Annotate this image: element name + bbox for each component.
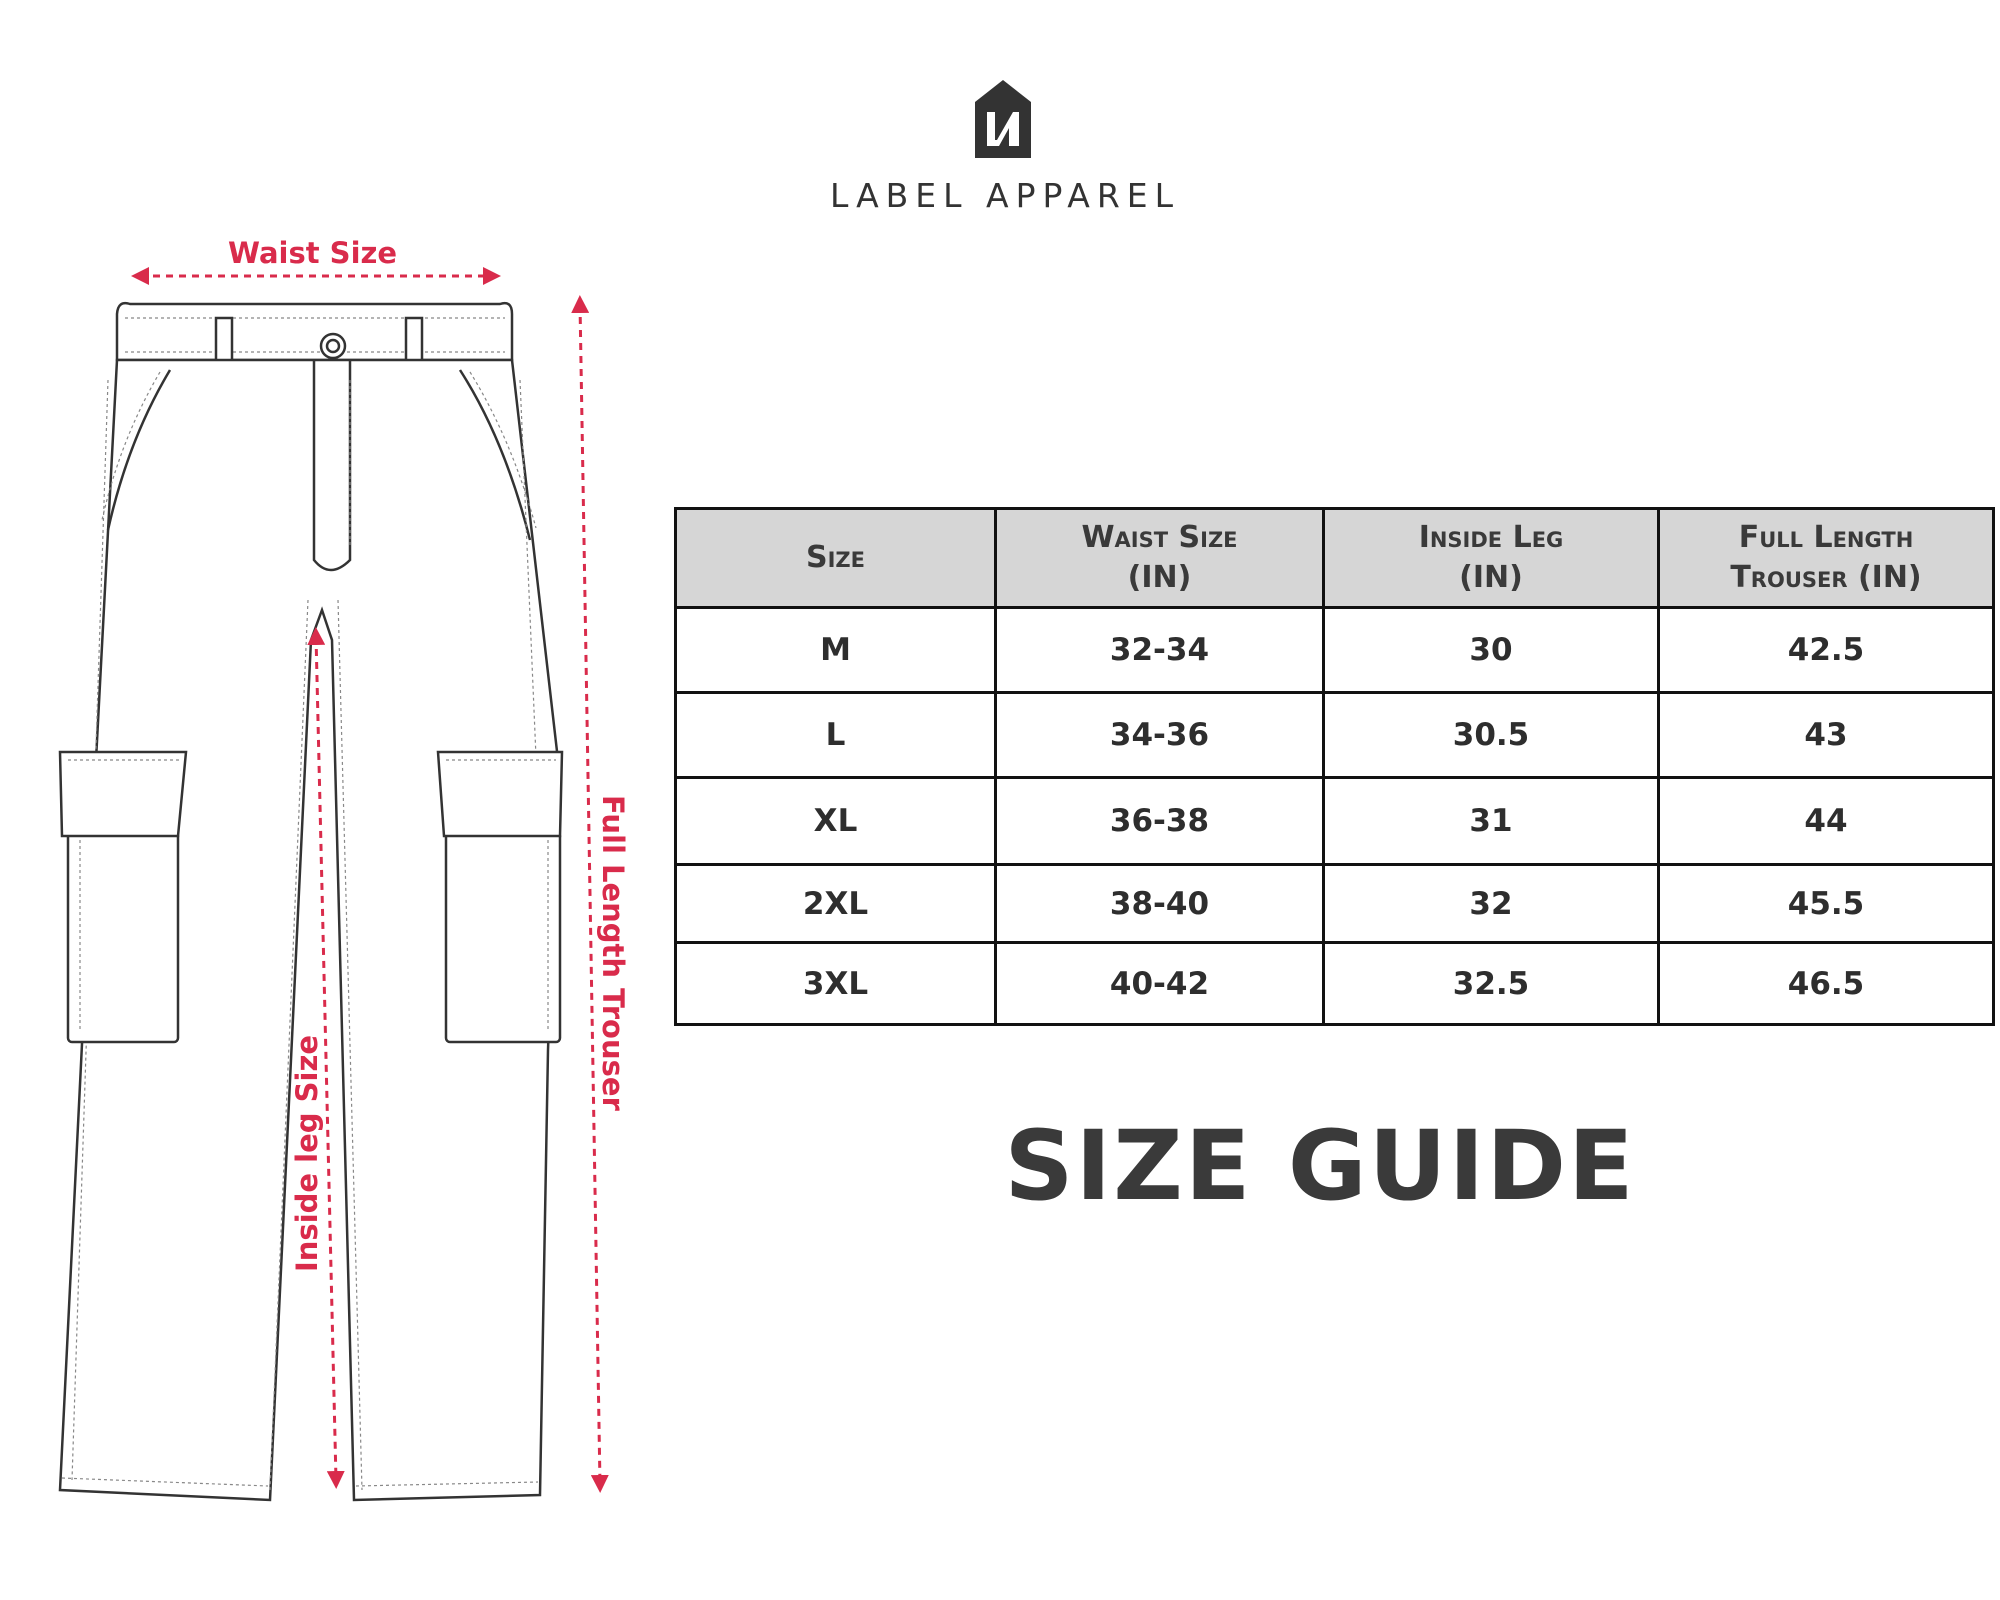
cell-full-length: 44 [1659,778,1994,865]
table-row [676,943,1994,1025]
table-row [676,778,1994,865]
size-chart-table [674,507,1995,1026]
cell-waist: 34-36 [996,693,1324,778]
full-length-label: Full Length Trouser [596,795,630,1111]
cell-inside-leg: 30 [1324,608,1659,693]
brand-logo [780,78,1240,218]
table-row [676,693,1994,778]
page-title: SIZE GUIDE [1004,1110,1636,1222]
trouser-diagram [0,0,680,1600]
cell-inside-leg: 32 [1324,865,1659,943]
brand-name: LABEL APPAREL [829,176,1181,215]
waist-size-label: Waist Size [228,236,398,270]
cell-size: XL [676,778,996,865]
cell-size: L [676,693,996,778]
inside-leg-label: Inside leg Size [290,1035,324,1272]
cell-waist: 40-42 [996,943,1324,1025]
cell-waist: 36-38 [996,778,1324,865]
cell-waist: 32-34 [996,608,1324,693]
house-la-logo-icon [973,78,1033,160]
cell-size: 3XL [676,943,996,1025]
table-header-row [676,509,1994,608]
header-inside-leg: Inside Leg (IN) [1324,509,1659,608]
cell-waist: 38-40 [996,865,1324,943]
cell-inside-leg: 32.5 [1324,943,1659,1025]
cell-full-length: 46.5 [1659,943,1994,1025]
cell-full-length: 45.5 [1659,865,1994,943]
left-cargo-pocket [60,752,186,1042]
cell-full-length: 43 [1659,693,1994,778]
cell-full-length: 42.5 [1659,608,1994,693]
cell-size: M [676,608,996,693]
header-full-length: Full Length Trouser (IN) [1659,509,1994,608]
cell-inside-leg: 30.5 [1324,693,1659,778]
header-waist: Waist Size (IN) [996,509,1324,608]
header-size: Size [676,509,996,608]
table-row [676,608,1994,693]
table-row [676,865,1994,943]
right-cargo-pocket [438,752,562,1042]
cell-inside-leg: 31 [1324,778,1659,865]
cell-size: 2XL [676,865,996,943]
